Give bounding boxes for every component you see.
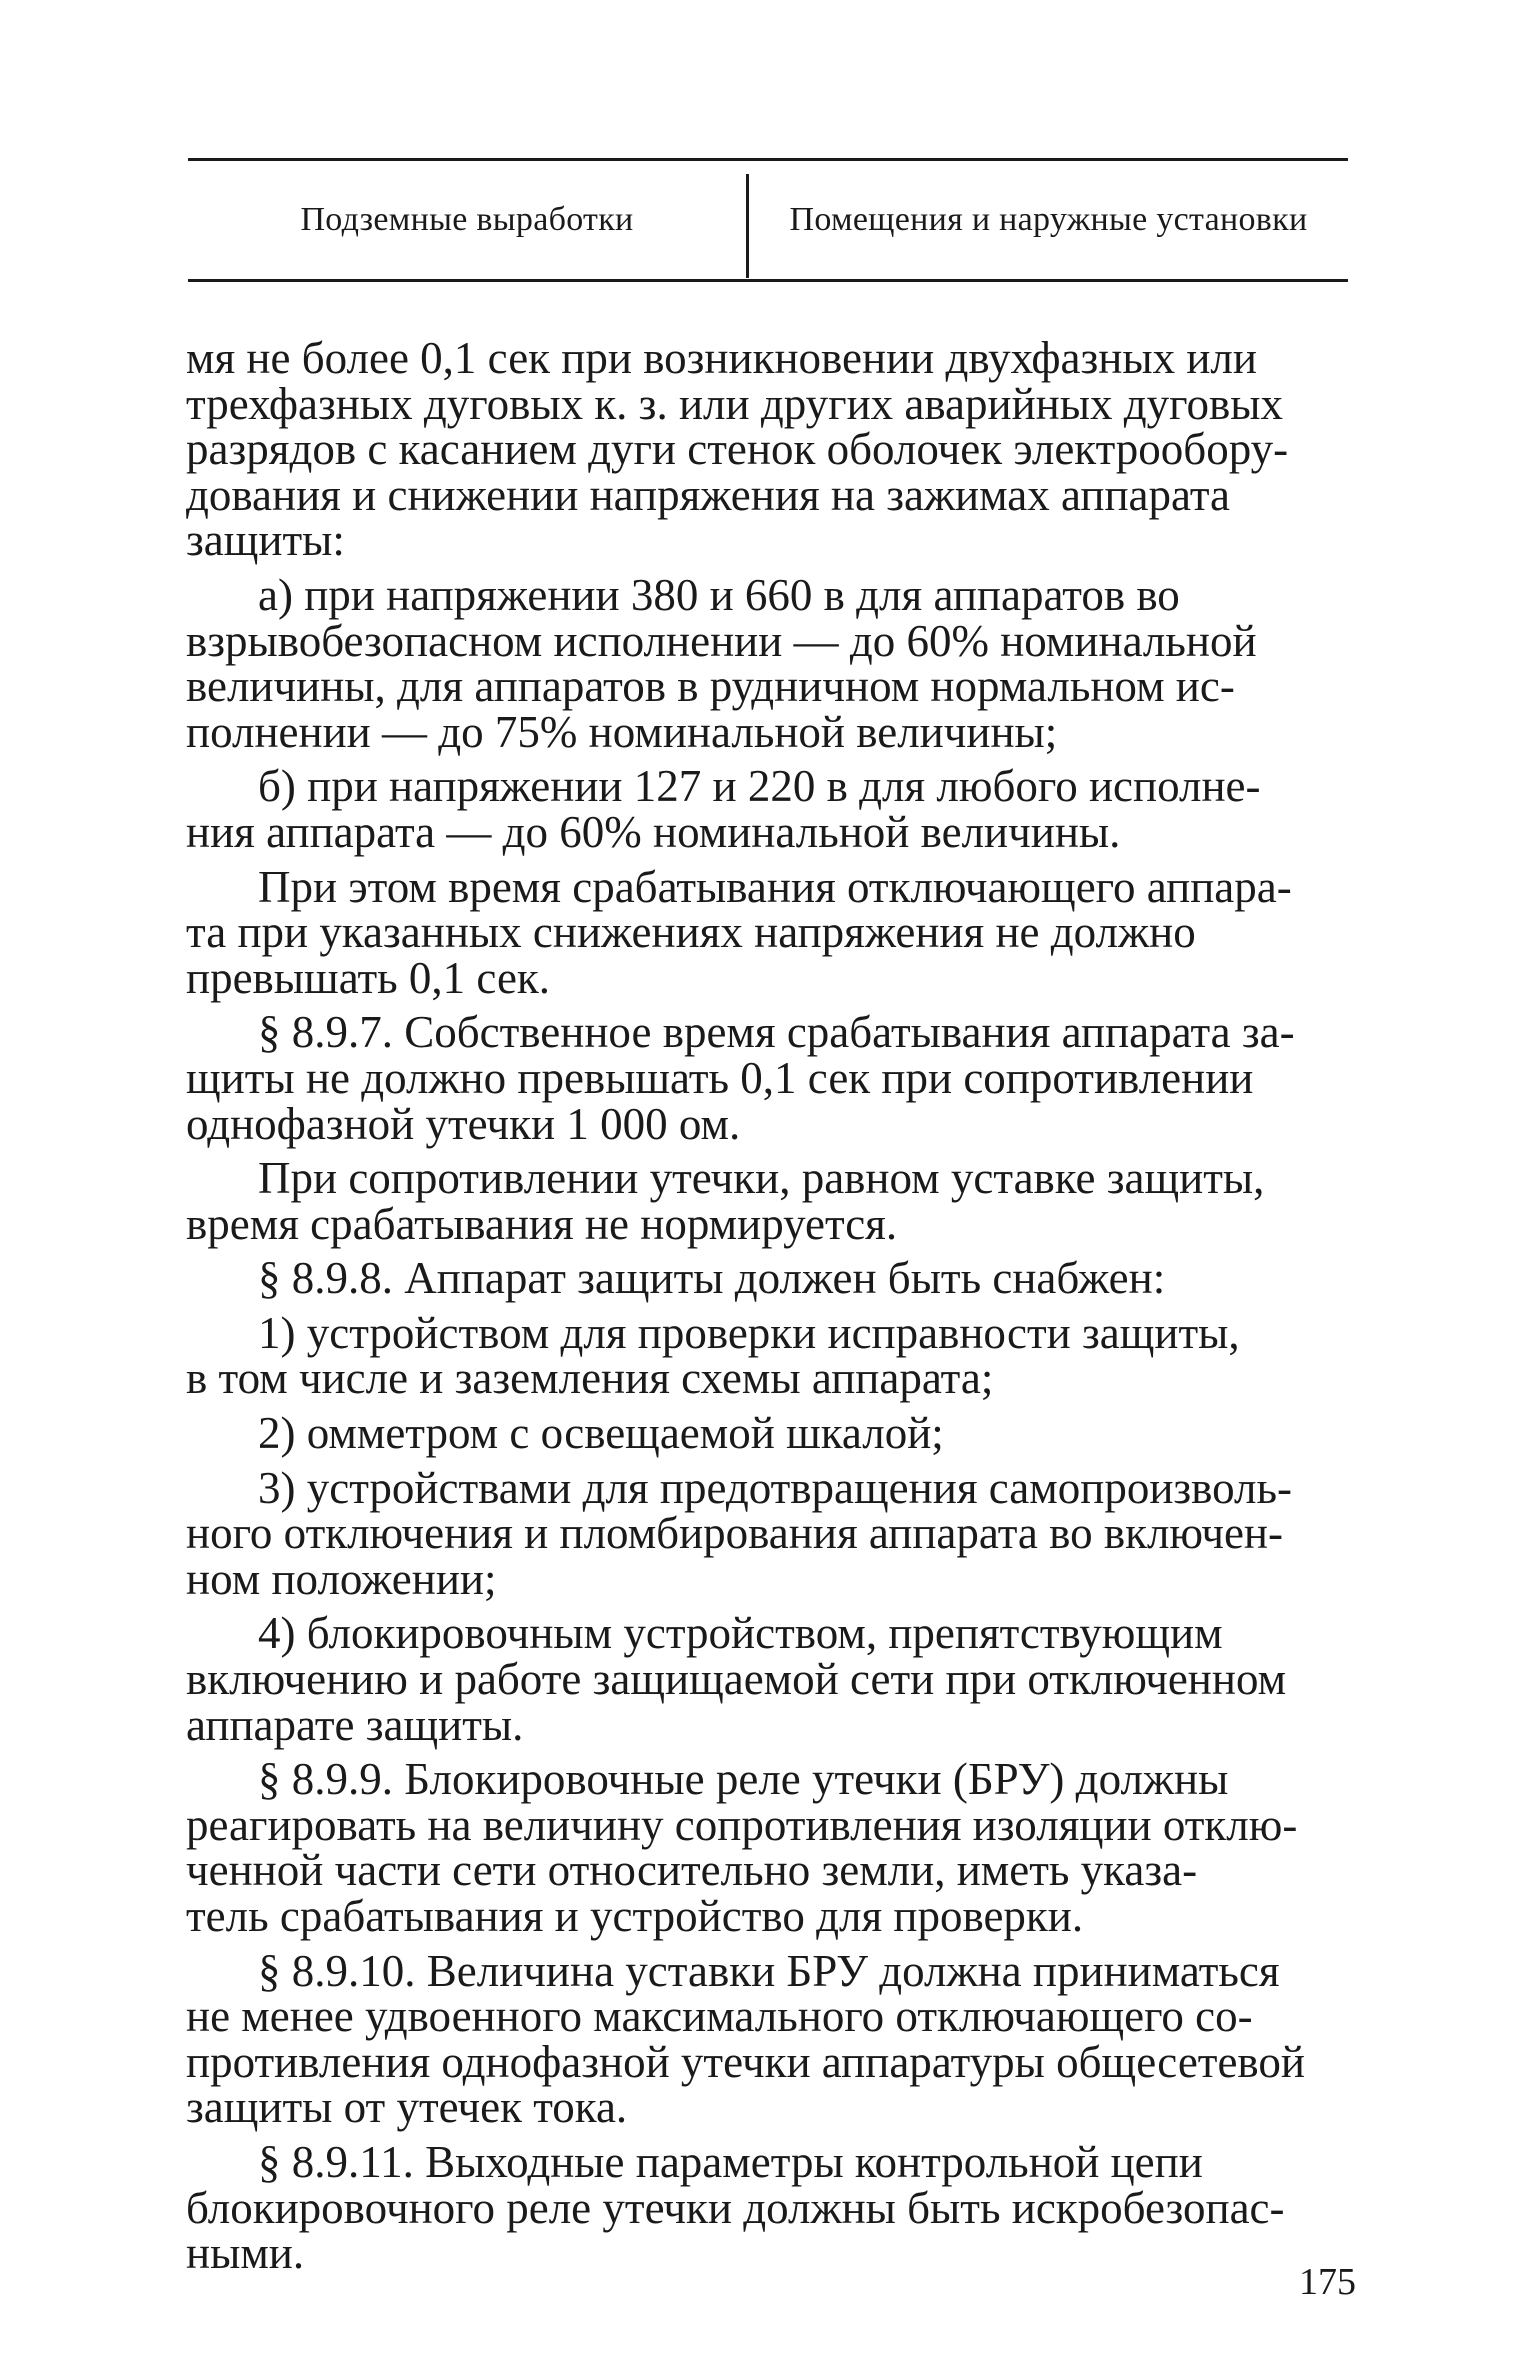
paragraph-continuation: мя не более 0,1 сек при возникновении двухфазных или трехфазных дуговых к. з. или других аварийных дуговых разрядов с касанием дуги стенок оболочек электрообору- дования и снижении напряжения на зажимах аппарата защиты: bbox=[186, 333, 1289, 566]
paragraph-8-9-11: § 8.9.11. Выходные параметры контрольной цепи блокировочного реле утечки должны быть искробезопас- ными. bbox=[186, 2136, 1285, 2279]
list-item-4: 4) блокировочным устройством, препятствующим включению и работе защищаемой сети при отключенном аппарате защиты. bbox=[186, 1608, 1287, 1750]
header-left-title: Подземные выработки bbox=[300, 201, 634, 238]
header-right-title: Помещения и наружные установки bbox=[789, 201, 1308, 238]
page-number: 175 bbox=[1299, 2261, 1356, 2303]
paragraph-item-b: б) при напряжении 127 и 220 в для любого исполне- ния аппарата — до 60% номинальной величины. bbox=[186, 761, 1261, 857]
paragraph-item-a: а) при напряжении 380 и 660 в для аппаратов во взрывобезопасном исполнении — до 60% номинальной величины, для аппаратов в рудничном нормальном ис- полнении — до 75% номинальной величины; bbox=[186, 569, 1257, 757]
paragraph-8-9-9: § 8.9.9. Блокировочные реле утечки (БРУ) должны реагировать на величину сопротивления изоляции отклю- ченной части сети относительно земли, иметь указа- тель срабатывания и устройство для проверки. bbox=[186, 1754, 1298, 1941]
list-item-1: 1) устройством для проверки исправности защиты, в том числе и заземления схемы аппарата; bbox=[186, 1307, 1240, 1404]
list-item-2: 2) омметром с освещаемой шкалой; bbox=[258, 1408, 944, 1459]
paragraph-8-9-10: § 8.9.10. Величина уставки БРУ должна приниматься не менее удвоенного максимального отключающего со- противления однофазной утечки аппаратуры общесетевой защиты от утечек тока. bbox=[186, 1945, 1305, 2133]
paragraph-response-time: При этом время срабатывания отключающего аппара- та при указанных снижениях напряжения не должно превышать 0,1 сек. bbox=[186, 861, 1292, 1003]
list-item-3: 3) устройствами для предотвращения самопроизволь- ного отключения и пломбирования аппарата во включен- ном положении; bbox=[186, 1462, 1292, 1604]
body-text bbox=[186, 333, 1358, 2279]
running-header bbox=[188, 158, 1348, 282]
header-bottom-rule bbox=[188, 279, 1348, 282]
paragraph-leakage-setting: При сопротивлении утечки, равном уставке защиты, время срабатывания не нормируется. bbox=[186, 1153, 1265, 1249]
paragraph-8-9-8: § 8.9.8. Аппарат защиты должен быть снабжен: bbox=[258, 1253, 1166, 1304]
paragraph-8-9-7: § 8.9.7. Собственное время срабатывания аппарата за- щиты не должно превышать 0,1 сек при сопротивлении однофазной утечки 1 000 ом. bbox=[186, 1007, 1295, 1149]
